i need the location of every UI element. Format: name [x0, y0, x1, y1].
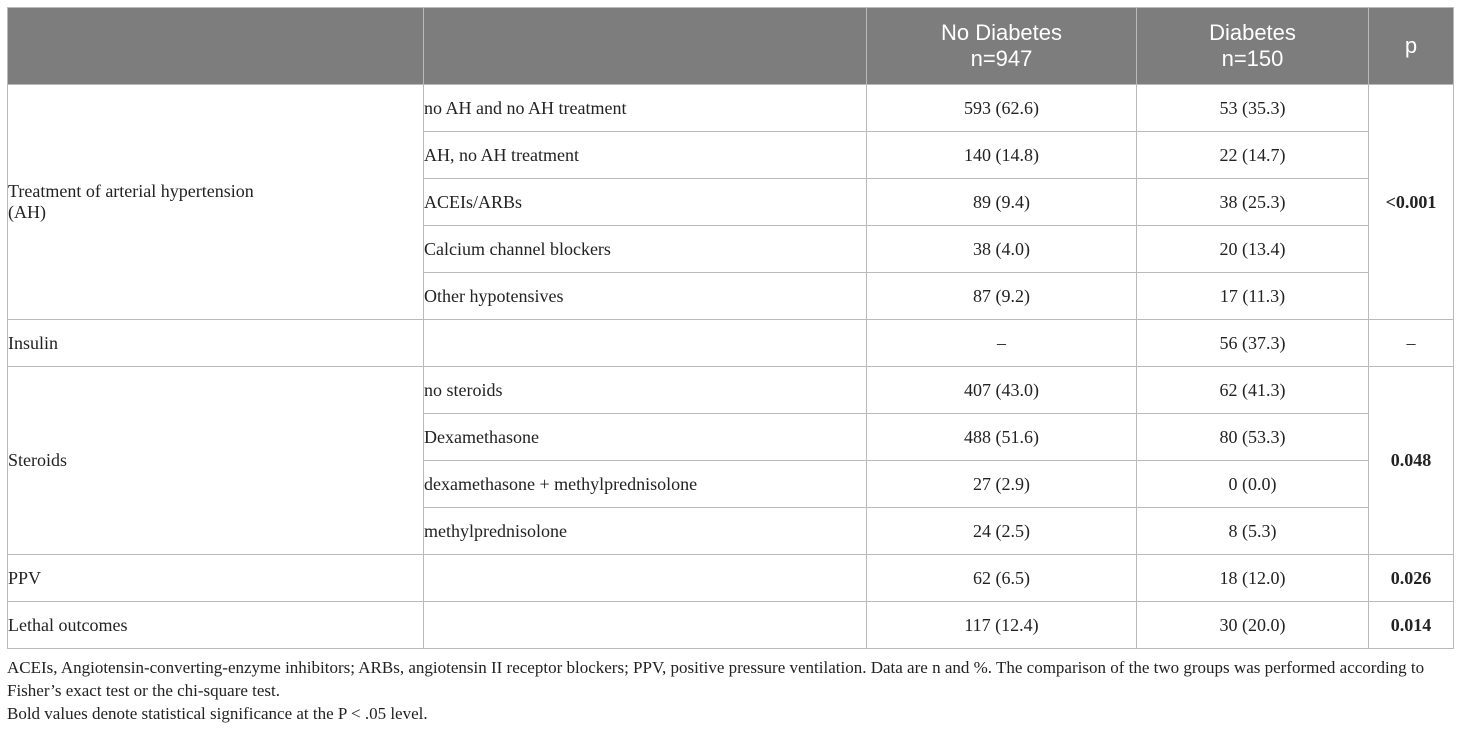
row-sub-label: AH, no AH treatment — [424, 132, 867, 179]
steroids-group-label: Steroids — [8, 367, 424, 555]
table-footnote — [7, 656, 1453, 725]
insulin-p-value: – — [1369, 320, 1454, 367]
header-no-diabetes-label: No Diabetes — [940, 20, 1063, 45]
table-row — [8, 555, 1454, 602]
header-blank-2 — [424, 8, 867, 85]
insulin-label: Insulin — [8, 320, 424, 367]
header-row — [8, 8, 1454, 85]
header-no-diabetes-n: n=947 — [970, 46, 1033, 71]
diabetes-value: 22 (14.7) — [1137, 132, 1369, 179]
ppv-sub-empty — [424, 555, 867, 602]
ppv-p-value: 0.026 — [1369, 555, 1454, 602]
row-sub-label: Dexamethasone — [424, 414, 867, 461]
table-row — [8, 602, 1454, 649]
diabetes-value: 20 (13.4) — [1137, 226, 1369, 273]
steroids-p-value: 0.048 — [1369, 367, 1454, 555]
header-blank-1 — [8, 8, 424, 85]
header-p: p — [1369, 8, 1454, 85]
table-row — [8, 367, 1454, 414]
diabetes-value: 18 (12.0) — [1137, 555, 1369, 602]
row-sub-label: Other hypotensives — [424, 273, 867, 320]
ppv-label: PPV — [8, 555, 424, 602]
footnote-significance: Bold values denote statistical significance at the P < .05 level. — [7, 704, 428, 723]
results-table — [7, 7, 1454, 649]
no-diabetes-value: 407 (43.0) — [867, 367, 1137, 414]
no-diabetes-value: – — [867, 320, 1137, 367]
diabetes-value: 17 (11.3) — [1137, 273, 1369, 320]
diabetes-value: 0 (0.0) — [1137, 461, 1369, 508]
diabetes-value: 80 (53.3) — [1137, 414, 1369, 461]
header-diabetes-label: Diabetes — [1209, 20, 1296, 45]
lethal-sub-empty — [424, 602, 867, 649]
ah-label-line2: (AH) — [8, 202, 46, 222]
no-diabetes-value: 117 (12.4) — [867, 602, 1137, 649]
no-diabetes-value: 593 (62.6) — [867, 85, 1137, 132]
table-row — [8, 85, 1454, 132]
header-diabetes — [1137, 8, 1369, 85]
diabetes-value: 53 (35.3) — [1137, 85, 1369, 132]
lethal-p-value: 0.014 — [1369, 602, 1454, 649]
no-diabetes-value: 140 (14.8) — [867, 132, 1137, 179]
header-no-diabetes — [867, 8, 1137, 85]
insulin-sub-empty — [424, 320, 867, 367]
no-diabetes-value: 38 (4.0) — [867, 226, 1137, 273]
diabetes-value: 62 (41.3) — [1137, 367, 1369, 414]
ah-label-line1: Treatment of arterial hypertension — [8, 181, 254, 201]
no-diabetes-value: 24 (2.5) — [867, 508, 1137, 555]
row-sub-label: no AH and no AH treatment — [424, 85, 867, 132]
diabetes-value: 38 (25.3) — [1137, 179, 1369, 226]
no-diabetes-value: 27 (2.9) — [867, 461, 1137, 508]
header-diabetes-n: n=150 — [1221, 46, 1284, 71]
row-sub-label: no steroids — [424, 367, 867, 414]
ah-p-value: <0.001 — [1369, 85, 1454, 320]
no-diabetes-value: 87 (9.2) — [867, 273, 1137, 320]
row-sub-label: dexamethasone + methylprednisolone — [424, 461, 867, 508]
diabetes-value: 8 (5.3) — [1137, 508, 1369, 555]
results-table-container — [7, 7, 1453, 649]
row-sub-label: methylprednisolone — [424, 508, 867, 555]
row-sub-label: ACEIs/ARBs — [424, 179, 867, 226]
no-diabetes-value: 62 (6.5) — [867, 555, 1137, 602]
row-sub-label: Calcium channel blockers — [424, 226, 867, 273]
lethal-label: Lethal outcomes — [8, 602, 424, 649]
table-row — [8, 320, 1454, 367]
diabetes-value: 56 (37.3) — [1137, 320, 1369, 367]
ah-group-label — [8, 85, 424, 320]
footnote-abbreviations: ACEIs, Angiotensin-converting-enzyme inhibitors; ARBs, angiotensin II receptor blockers; PPV, positive pressure ventilation. Data are n and %. The comparison of the two groups was performed according to Fisher’s exact test or the chi-square test. — [7, 658, 1425, 700]
no-diabetes-value: 89 (9.4) — [867, 179, 1137, 226]
no-diabetes-value: 488 (51.6) — [867, 414, 1137, 461]
diabetes-value: 30 (20.0) — [1137, 602, 1369, 649]
